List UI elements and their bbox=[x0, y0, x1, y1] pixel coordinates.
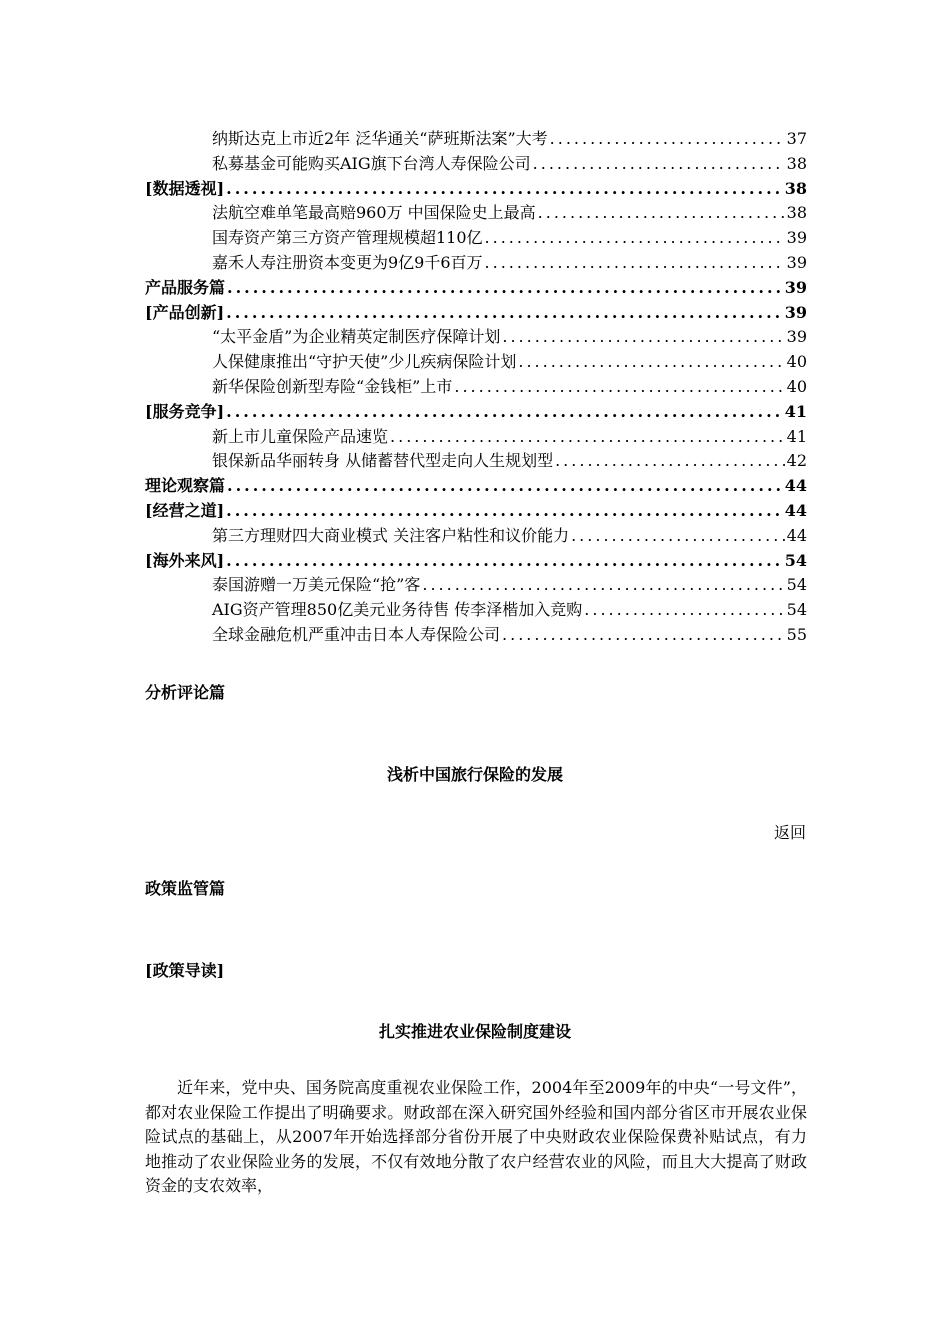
toc-dot-leader bbox=[533, 154, 785, 173]
toc-dot-leader bbox=[226, 179, 783, 198]
table-of-contents bbox=[145, 126, 807, 647]
toc-entry[interactable] bbox=[145, 572, 807, 597]
toc-entry-page-number: 44 bbox=[786, 525, 807, 545]
toc-entry-title: [海外来风] bbox=[145, 550, 225, 570]
toc-entry-title: 泰国游赠一万美元保险“抢”客 bbox=[212, 575, 421, 595]
toc-dot-leader bbox=[555, 451, 785, 470]
toc-entry-page-number: 44 bbox=[784, 476, 807, 496]
toc-entry-page-number: 54 bbox=[784, 550, 807, 570]
toc-entry[interactable] bbox=[145, 300, 807, 325]
toc-entry-title: 国寿资产第三方资产管理规模超110亿 bbox=[212, 228, 483, 248]
toc-entry-page-number: 38 bbox=[786, 153, 807, 173]
toc-dot-leader bbox=[571, 526, 785, 545]
toc-entry[interactable] bbox=[145, 324, 807, 349]
toc-entry[interactable] bbox=[145, 473, 807, 498]
toc-entry-page-number: 42 bbox=[786, 451, 807, 471]
toc-entry-title: 第三方理财四大商业模式 关注客户粘性和议价能力 bbox=[212, 525, 570, 545]
toc-entry-page-number: 37 bbox=[786, 129, 807, 148]
toc-entry-title: 产品服务篇 bbox=[145, 277, 226, 297]
toc-entry[interactable] bbox=[145, 151, 807, 176]
toc-entry-page-number: 39 bbox=[786, 228, 807, 248]
toc-entry-title: [服务竞争] bbox=[145, 401, 225, 421]
toc-entry-page-number: 54 bbox=[786, 575, 807, 595]
toc-entry-title: [经营之道] bbox=[145, 500, 225, 520]
toc-entry-title: 新华保险创新型寿险“金钱柜”上市 bbox=[212, 376, 453, 396]
toc-dot-leader bbox=[485, 253, 785, 272]
toc-dot-leader bbox=[422, 575, 784, 594]
toc-dot-leader bbox=[485, 228, 785, 247]
toc-dot-leader bbox=[227, 476, 783, 495]
back-link[interactable]: 返回 bbox=[773, 823, 806, 842]
section-heading-policy: 政策监管篇 bbox=[145, 879, 226, 898]
toc-entry-title: 银保新品华丽转身 从储蓄替代型走向人生规划型 bbox=[212, 451, 554, 471]
toc-entry[interactable] bbox=[145, 200, 807, 225]
article-title-travel-insurance: 浅析中国旅行保险的发展 bbox=[386, 765, 563, 784]
toc-entry[interactable] bbox=[145, 250, 807, 275]
toc-entry[interactable] bbox=[145, 399, 807, 424]
toc-entry[interactable] bbox=[145, 424, 807, 449]
toc-entry-title: 新上市儿童保险产品速览 bbox=[212, 426, 389, 446]
article-body bbox=[145, 1076, 807, 1199]
toc-entry[interactable] bbox=[145, 275, 807, 300]
toc-dot-leader bbox=[227, 278, 783, 297]
toc-entry[interactable] bbox=[145, 523, 807, 548]
toc-entry-page-number: 39 bbox=[784, 277, 807, 297]
toc-entry[interactable] bbox=[145, 374, 807, 399]
toc-entry-title: 理论观察篇 bbox=[145, 476, 226, 496]
article-title-agri-insurance: 扎实推进农业保险制度建设 bbox=[378, 1022, 571, 1041]
section-heading-analysis: 分析评论篇 bbox=[145, 683, 226, 702]
toc-entry-page-number: 38 bbox=[784, 178, 807, 198]
toc-entry-title: 私募基金可能购买AIG旗下台湾人寿保险公司 bbox=[212, 153, 531, 173]
toc-entry-title: 纳斯达克上市近2年 泛华通关“萨班斯法案”大考 bbox=[212, 129, 548, 148]
toc-dot-leader bbox=[454, 377, 784, 396]
toc-entry[interactable] bbox=[145, 622, 807, 647]
toc-entry-title: [产品创新] bbox=[145, 302, 225, 322]
toc-entry[interactable] bbox=[145, 548, 807, 573]
toc-entry-title: “太平金盾”为企业精英定制医疗保障计划 bbox=[212, 327, 501, 347]
toc-dot-leader bbox=[226, 501, 783, 520]
toc-dot-leader bbox=[584, 600, 784, 619]
toc-dot-leader bbox=[518, 352, 784, 371]
toc-entry-page-number: 39 bbox=[786, 252, 807, 272]
toc-entry-title: 人保健康推出“守护天使”少儿疾病保险计划 bbox=[212, 352, 517, 372]
toc-entry-page-number: 38 bbox=[786, 203, 807, 223]
toc-entry[interactable] bbox=[145, 498, 807, 523]
toc-entry-title: 嘉禾人寿注册资本变更为9亿9千6百万 bbox=[212, 252, 483, 272]
toc-entry-page-number: 54 bbox=[786, 600, 807, 620]
toc-entry-page-number: 40 bbox=[786, 352, 807, 372]
toc-dot-leader bbox=[226, 402, 783, 421]
toc-entry-page-number: 40 bbox=[786, 376, 807, 396]
toc-entry-title: 全球金融危机严重冲击日本人寿保险公司 bbox=[212, 624, 501, 644]
toc-dot-leader bbox=[550, 129, 785, 148]
toc-entry[interactable] bbox=[145, 349, 807, 374]
toc-entry[interactable] bbox=[145, 448, 807, 473]
toc-entry[interactable] bbox=[145, 176, 807, 201]
toc-entry-page-number: 55 bbox=[786, 624, 807, 644]
toc-dot-leader bbox=[226, 551, 783, 570]
toc-dot-leader bbox=[502, 625, 785, 644]
toc-entry-page-number: 44 bbox=[784, 500, 807, 520]
toc-entry[interactable] bbox=[145, 225, 807, 250]
body-paragraph: 近年来，党中央、国务院高度重视农业保险工作，2004年至2009年的中央“一号文件”，都对农业保险工作提出了明确要求。财政部在深入研究国外经验和国内部分省区市开展农业保险试点的基础上，从2007年开始选择部分省份开展了中央财政农业保险保费补贴试点，有力地推动了农业保险业务的发展，不仅有效地分散了农户经营农业的风险，而且大大提高了财政资金的支农效率， bbox=[145, 1078, 807, 1195]
toc-entry-page-number: 41 bbox=[786, 426, 807, 446]
toc-dot-leader bbox=[502, 327, 784, 346]
toc-entry-page-number: 41 bbox=[784, 401, 807, 421]
toc-entry-title: AIG资产管理850亿美元业务待售 传李泽楷加入竞购 bbox=[212, 600, 583, 620]
toc-dot-leader bbox=[538, 203, 785, 222]
toc-dot-leader bbox=[390, 427, 785, 446]
toc-entry-page-number: 39 bbox=[786, 327, 807, 347]
toc-dot-leader bbox=[226, 303, 783, 322]
toc-entry-title: 法航空难单笔最高赔960万 中国保险史上最高 bbox=[212, 203, 536, 223]
toc-entry[interactable] bbox=[145, 126, 807, 151]
toc-entry-page-number: 39 bbox=[784, 302, 807, 322]
section-subheading-policy-guide: [政策导读] bbox=[145, 961, 225, 980]
toc-entry-title: [数据透视] bbox=[145, 178, 225, 198]
toc-entry[interactable] bbox=[145, 597, 807, 622]
